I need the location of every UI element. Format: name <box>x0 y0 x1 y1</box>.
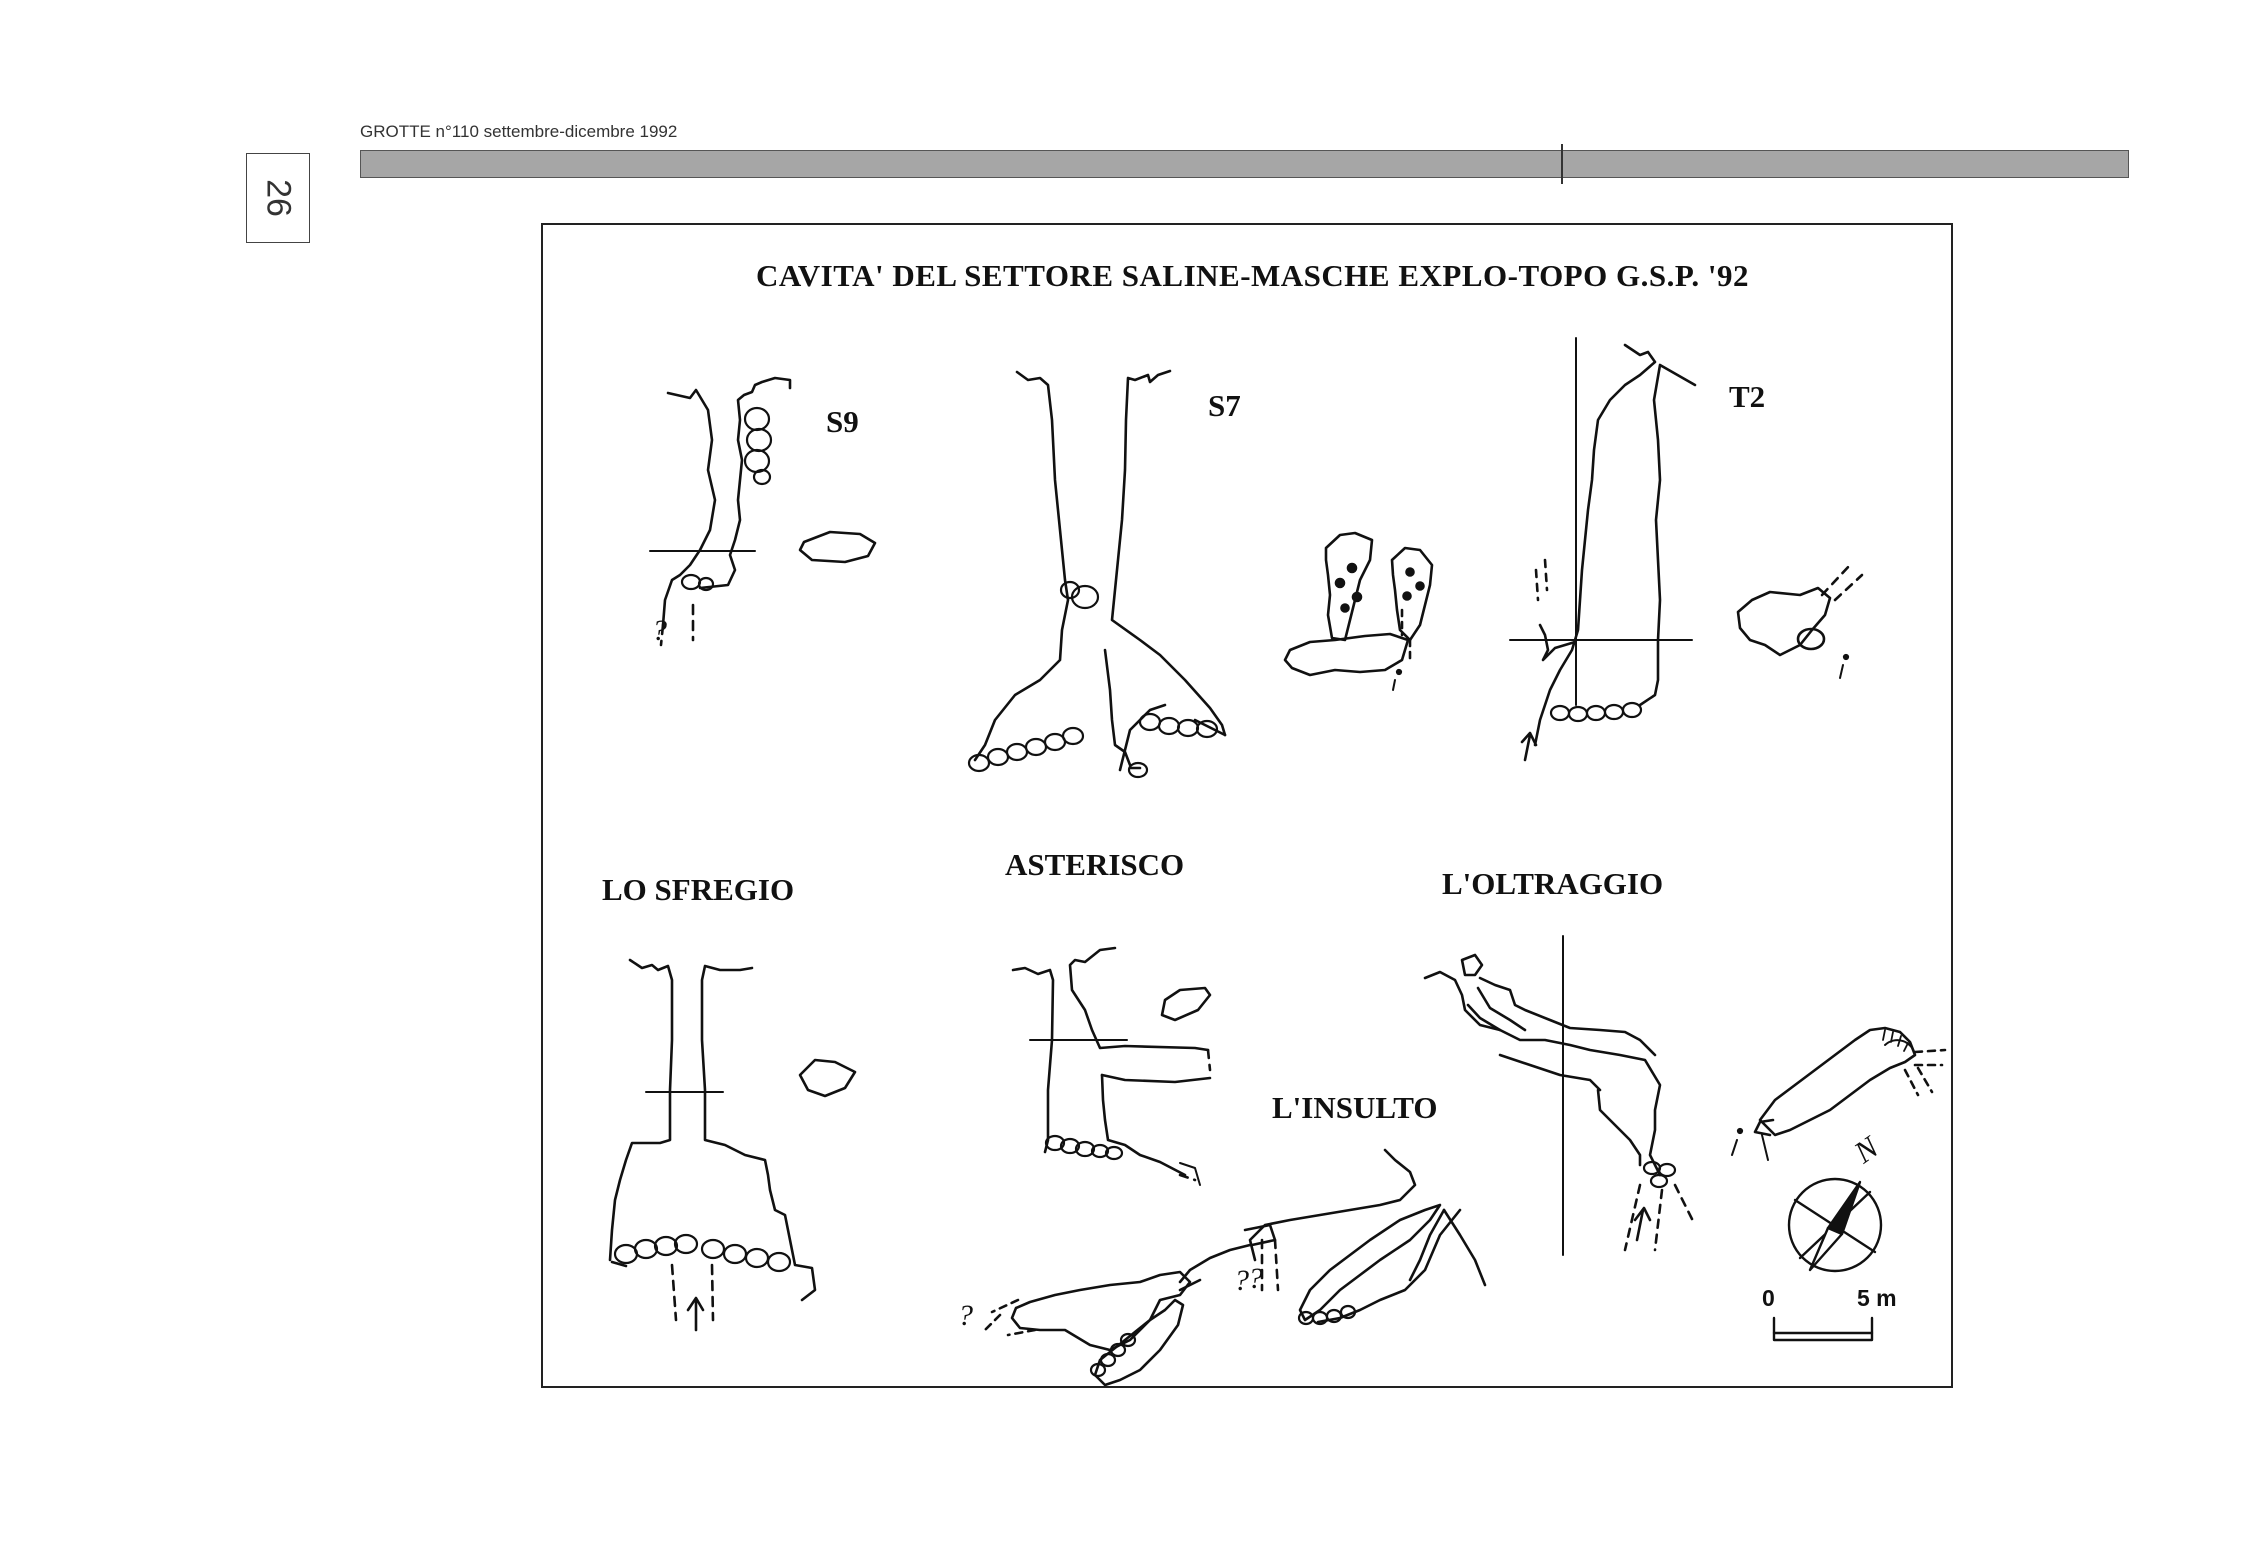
boulder-chain <box>682 408 771 590</box>
compass-north-label: N <box>1847 1129 1885 1170</box>
cave-survey-l-oltraggio <box>1425 936 1945 1255</box>
label-l-oltraggio: L'OLTRAGGIO <box>1442 866 1664 901</box>
breakdown-blocks <box>1644 1162 1675 1187</box>
figure-title: CAVITA' DEL SETTORE SALINE-MASCHE EXPLO-TOPO G.S.P. '92 <box>756 258 1750 293</box>
cave-survey-s7 <box>969 371 1225 777</box>
header-bar-divider <box>1561 144 1563 184</box>
label-lo-sfregio: LO SFREGIO <box>602 872 795 907</box>
breakdown-blocks <box>1551 703 1641 721</box>
svg-text:?: ? <box>1234 1264 1249 1297</box>
water-flow-arrow <box>1635 1208 1650 1240</box>
label-l-insulto: L'INSULTO <box>1272 1090 1438 1125</box>
water-flow-arrow <box>1522 733 1536 760</box>
cave-survey-t2 <box>1510 338 1862 760</box>
breakdown-blocks <box>615 1235 790 1271</box>
running-head: GROTTE n°110 settembre-dicembre 1992 <box>360 122 678 141</box>
label-s7: S7 <box>1208 388 1241 423</box>
scale-bar-start-label: 0 <box>1762 1285 1775 1311</box>
scale-bar-end-label: 5 m <box>1857 1285 1897 1311</box>
label-asterisco: ASTERISCO <box>1005 847 1185 882</box>
svg-text:?: ? <box>958 1299 973 1332</box>
water-flow-arrow <box>688 1298 703 1330</box>
svg-text:?: ? <box>652 614 667 647</box>
cave-survey-asterisco <box>1013 948 1210 1185</box>
svg-text:?: ? <box>1248 1262 1263 1295</box>
label-t2: T2 <box>1729 379 1766 414</box>
cross-sections-s7 <box>1285 533 1432 690</box>
scale-bar <box>1774 1318 1872 1340</box>
breakdown-blocks <box>969 582 1217 777</box>
page-number: 26 <box>259 179 298 217</box>
label-s9: S9 <box>826 404 859 439</box>
cave-survey-lo-sfregio <box>610 960 855 1330</box>
page-number-box <box>246 153 310 243</box>
north-compass <box>1789 1179 1881 1271</box>
header-bar <box>360 150 2129 178</box>
